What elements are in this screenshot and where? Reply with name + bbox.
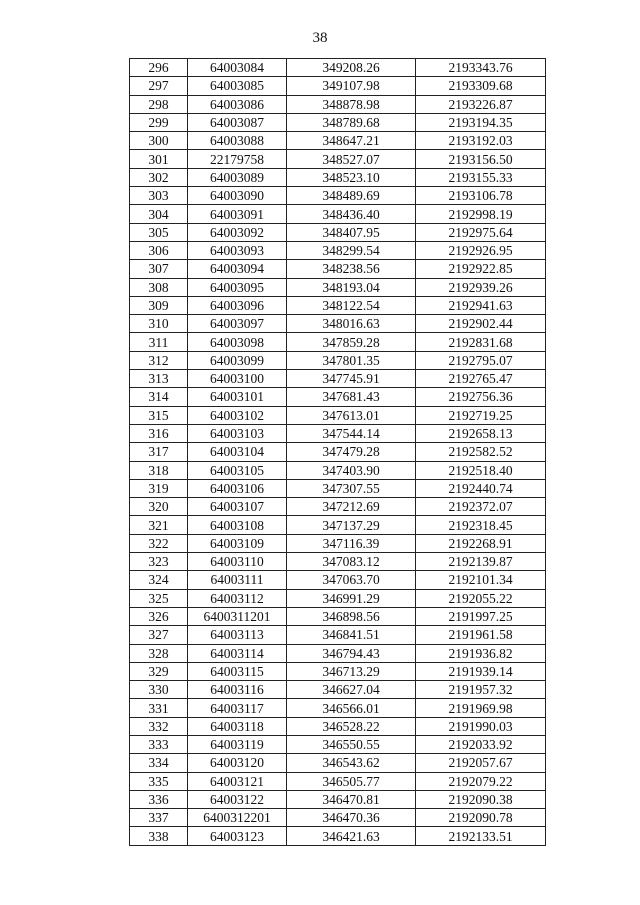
table-row: [130, 168, 546, 186]
row-number-cell: 299: [130, 113, 188, 131]
row-number-cell: 306: [130, 241, 188, 259]
x-coordinate-cell: 346505.77: [287, 772, 416, 790]
point-id-cell: 64003103: [188, 424, 287, 442]
point-id-cell: 64003088: [188, 132, 287, 150]
y-coordinate-cell: 2192139.87: [416, 553, 546, 571]
table-row: [130, 296, 546, 314]
table-row: [130, 607, 546, 625]
table-row: [130, 424, 546, 442]
row-number-cell: 301: [130, 150, 188, 168]
point-id-cell: 64003110: [188, 553, 287, 571]
y-coordinate-cell: 2191990.03: [416, 717, 546, 735]
table-row: [130, 626, 546, 644]
x-coordinate-cell: 346566.01: [287, 699, 416, 717]
point-id-cell: 64003109: [188, 534, 287, 552]
point-id-cell: 64003116: [188, 681, 287, 699]
row-number-cell: 303: [130, 187, 188, 205]
y-coordinate-cell: 2192318.45: [416, 516, 546, 534]
row-number-cell: 316: [130, 424, 188, 442]
y-coordinate-cell: 2192055.22: [416, 589, 546, 607]
point-id-cell: 64003104: [188, 443, 287, 461]
point-id-cell: 64003122: [188, 790, 287, 808]
point-id-cell: 64003108: [188, 516, 287, 534]
point-id-cell: 64003121: [188, 772, 287, 790]
table-row: [130, 443, 546, 461]
point-id-cell: 64003099: [188, 351, 287, 369]
row-number-cell: 296: [130, 59, 188, 77]
row-number-cell: 315: [130, 406, 188, 424]
point-id-cell: 6400312201: [188, 809, 287, 827]
coordinates-table-body: [130, 59, 546, 846]
row-number-cell: 298: [130, 95, 188, 113]
point-id-cell: 64003087: [188, 113, 287, 131]
y-coordinate-cell: 2191969.98: [416, 699, 546, 717]
x-coordinate-cell: 346528.22: [287, 717, 416, 735]
y-coordinate-cell: 2192765.47: [416, 370, 546, 388]
x-coordinate-cell: 348407.95: [287, 223, 416, 241]
point-id-cell: 64003091: [188, 205, 287, 223]
x-coordinate-cell: 346421.63: [287, 827, 416, 845]
table-row: [130, 260, 546, 278]
x-coordinate-cell: 347544.14: [287, 424, 416, 442]
table-row: [130, 333, 546, 351]
point-id-cell: 64003098: [188, 333, 287, 351]
x-coordinate-cell: 347801.35: [287, 351, 416, 369]
table-row: [130, 516, 546, 534]
y-coordinate-cell: 2193343.76: [416, 59, 546, 77]
x-coordinate-cell: 346470.81: [287, 790, 416, 808]
point-id-cell: 64003093: [188, 241, 287, 259]
y-coordinate-cell: 2193309.68: [416, 77, 546, 95]
x-coordinate-cell: 348647.21: [287, 132, 416, 150]
y-coordinate-cell: 2192057.67: [416, 754, 546, 772]
x-coordinate-cell: 347307.55: [287, 479, 416, 497]
y-coordinate-cell: 2192090.78: [416, 809, 546, 827]
table-row: [130, 95, 546, 113]
x-coordinate-cell: 347116.39: [287, 534, 416, 552]
row-number-cell: 338: [130, 827, 188, 845]
row-number-cell: 334: [130, 754, 188, 772]
point-id-cell: 64003115: [188, 662, 287, 680]
y-coordinate-cell: 2193192.03: [416, 132, 546, 150]
y-coordinate-cell: 2192939.26: [416, 278, 546, 296]
table-row: [130, 754, 546, 772]
x-coordinate-cell: 348016.63: [287, 315, 416, 333]
point-id-cell: 64003113: [188, 626, 287, 644]
y-coordinate-cell: 2192372.07: [416, 498, 546, 516]
row-number-cell: 312: [130, 351, 188, 369]
x-coordinate-cell: 347403.90: [287, 461, 416, 479]
y-coordinate-cell: 2191961.58: [416, 626, 546, 644]
page-number: 38: [312, 30, 328, 46]
row-number-cell: 310: [130, 315, 188, 333]
y-coordinate-cell: 2191939.14: [416, 662, 546, 680]
y-coordinate-cell: 2192998.19: [416, 205, 546, 223]
y-coordinate-cell: 2192795.07: [416, 351, 546, 369]
table-row: [130, 534, 546, 552]
table-row: [130, 388, 546, 406]
x-coordinate-cell: 347859.28: [287, 333, 416, 351]
point-id-cell: 64003114: [188, 644, 287, 662]
point-id-cell: 64003117: [188, 699, 287, 717]
row-number-cell: 330: [130, 681, 188, 699]
x-coordinate-cell: 346470.36: [287, 809, 416, 827]
x-coordinate-cell: 346794.43: [287, 644, 416, 662]
table-row: [130, 205, 546, 223]
point-id-cell: 64003090: [188, 187, 287, 205]
y-coordinate-cell: 2192079.22: [416, 772, 546, 790]
point-id-cell: 64003119: [188, 735, 287, 753]
point-id-cell: 64003085: [188, 77, 287, 95]
y-coordinate-cell: 2192975.64: [416, 223, 546, 241]
y-coordinate-cell: 2192756.36: [416, 388, 546, 406]
table-row: [130, 498, 546, 516]
table-row: [130, 150, 546, 168]
table-row: [130, 772, 546, 790]
row-number-cell: 332: [130, 717, 188, 735]
y-coordinate-cell: 2193106.78: [416, 187, 546, 205]
y-coordinate-cell: 2192268.91: [416, 534, 546, 552]
row-number-cell: 318: [130, 461, 188, 479]
x-coordinate-cell: 347063.70: [287, 571, 416, 589]
point-id-cell: 64003102: [188, 406, 287, 424]
row-number-cell: 328: [130, 644, 188, 662]
y-coordinate-cell: 2192033.92: [416, 735, 546, 753]
point-id-cell: 64003105: [188, 461, 287, 479]
table-row: [130, 790, 546, 808]
row-number-cell: 320: [130, 498, 188, 516]
x-coordinate-cell: 348436.40: [287, 205, 416, 223]
row-number-cell: 314: [130, 388, 188, 406]
table-row: [130, 406, 546, 424]
row-number-cell: 297: [130, 77, 188, 95]
row-number-cell: 327: [130, 626, 188, 644]
table-row: [130, 699, 546, 717]
x-coordinate-cell: 349208.26: [287, 59, 416, 77]
y-coordinate-cell: 2192440.74: [416, 479, 546, 497]
x-coordinate-cell: 348789.68: [287, 113, 416, 131]
x-coordinate-cell: 348238.56: [287, 260, 416, 278]
row-number-cell: 305: [130, 223, 188, 241]
table-row: [130, 681, 546, 699]
point-id-cell: 64003097: [188, 315, 287, 333]
x-coordinate-cell: 346898.56: [287, 607, 416, 625]
point-id-cell: 64003118: [188, 717, 287, 735]
x-coordinate-cell: 346841.51: [287, 626, 416, 644]
y-coordinate-cell: 2192518.40: [416, 461, 546, 479]
row-number-cell: 335: [130, 772, 188, 790]
table-row: [130, 315, 546, 333]
row-number-cell: 304: [130, 205, 188, 223]
x-coordinate-cell: 348523.10: [287, 168, 416, 186]
y-coordinate-cell: 2193156.50: [416, 150, 546, 168]
row-number-cell: 308: [130, 278, 188, 296]
y-coordinate-cell: 2192101.34: [416, 571, 546, 589]
y-coordinate-cell: 2193155.33: [416, 168, 546, 186]
point-id-cell: 64003094: [188, 260, 287, 278]
table-row: [130, 370, 546, 388]
x-coordinate-cell: 346543.62: [287, 754, 416, 772]
table-row: [130, 809, 546, 827]
x-coordinate-cell: 347613.01: [287, 406, 416, 424]
row-number-cell: 307: [130, 260, 188, 278]
table-row: [130, 77, 546, 95]
row-number-cell: 337: [130, 809, 188, 827]
point-id-cell: 64003101: [188, 388, 287, 406]
row-number-cell: 325: [130, 589, 188, 607]
y-coordinate-cell: 2193194.35: [416, 113, 546, 131]
y-coordinate-cell: 2192090.38: [416, 790, 546, 808]
point-id-cell: 64003106: [188, 479, 287, 497]
table-row: [130, 717, 546, 735]
table-row: [130, 553, 546, 571]
table-row: [130, 241, 546, 259]
table-row: [130, 571, 546, 589]
y-coordinate-cell: 2191997.25: [416, 607, 546, 625]
y-coordinate-cell: 2192941.63: [416, 296, 546, 314]
table-row: [130, 827, 546, 845]
row-number-cell: 317: [130, 443, 188, 461]
y-coordinate-cell: 2192831.68: [416, 333, 546, 351]
y-coordinate-cell: 2193226.87: [416, 95, 546, 113]
x-coordinate-cell: 347681.43: [287, 388, 416, 406]
coordinates-table: [129, 58, 546, 846]
y-coordinate-cell: 2192719.25: [416, 406, 546, 424]
table-row: [130, 662, 546, 680]
table-row: [130, 589, 546, 607]
row-number-cell: 324: [130, 571, 188, 589]
x-coordinate-cell: 346713.29: [287, 662, 416, 680]
point-id-cell: 64003084: [188, 59, 287, 77]
row-number-cell: 302: [130, 168, 188, 186]
row-number-cell: 309: [130, 296, 188, 314]
x-coordinate-cell: 348299.54: [287, 241, 416, 259]
row-number-cell: 300: [130, 132, 188, 150]
table-row: [130, 132, 546, 150]
y-coordinate-cell: 2192582.52: [416, 443, 546, 461]
x-coordinate-cell: 347137.29: [287, 516, 416, 534]
table-row: [130, 351, 546, 369]
x-coordinate-cell: 346550.55: [287, 735, 416, 753]
row-number-cell: 336: [130, 790, 188, 808]
y-coordinate-cell: 2191936.82: [416, 644, 546, 662]
x-coordinate-cell: 347212.69: [287, 498, 416, 516]
table-row: [130, 461, 546, 479]
row-number-cell: 331: [130, 699, 188, 717]
point-id-cell: 64003089: [188, 168, 287, 186]
point-id-cell: 64003100: [188, 370, 287, 388]
row-number-cell: 321: [130, 516, 188, 534]
point-id-cell: 64003092: [188, 223, 287, 241]
y-coordinate-cell: 2192133.51: [416, 827, 546, 845]
row-number-cell: 329: [130, 662, 188, 680]
point-id-cell: 6400311201: [188, 607, 287, 625]
x-coordinate-cell: 347745.91: [287, 370, 416, 388]
row-number-cell: 333: [130, 735, 188, 753]
x-coordinate-cell: 348489.69: [287, 187, 416, 205]
point-id-cell: 64003123: [188, 827, 287, 845]
row-number-cell: 311: [130, 333, 188, 351]
y-coordinate-cell: 2192926.95: [416, 241, 546, 259]
row-number-cell: 313: [130, 370, 188, 388]
x-coordinate-cell: 348527.07: [287, 150, 416, 168]
table-row: [130, 187, 546, 205]
point-id-cell: 22179758: [188, 150, 287, 168]
table-row: [130, 644, 546, 662]
point-id-cell: 64003120: [188, 754, 287, 772]
x-coordinate-cell: 348122.54: [287, 296, 416, 314]
table-row: [130, 278, 546, 296]
x-coordinate-cell: 346627.04: [287, 681, 416, 699]
row-number-cell: 326: [130, 607, 188, 625]
point-id-cell: 64003112: [188, 589, 287, 607]
table-row: [130, 113, 546, 131]
y-coordinate-cell: 2191957.32: [416, 681, 546, 699]
x-coordinate-cell: 347083.12: [287, 553, 416, 571]
y-coordinate-cell: 2192658.13: [416, 424, 546, 442]
x-coordinate-cell: 348878.98: [287, 95, 416, 113]
x-coordinate-cell: 347479.28: [287, 443, 416, 461]
row-number-cell: 323: [130, 553, 188, 571]
point-id-cell: 64003095: [188, 278, 287, 296]
point-id-cell: 64003096: [188, 296, 287, 314]
table-row: [130, 735, 546, 753]
x-coordinate-cell: 346991.29: [287, 589, 416, 607]
row-number-cell: 319: [130, 479, 188, 497]
point-id-cell: 64003107: [188, 498, 287, 516]
x-coordinate-cell: 349107.98: [287, 77, 416, 95]
point-id-cell: 64003111: [188, 571, 287, 589]
table-row: [130, 479, 546, 497]
y-coordinate-cell: 2192922.85: [416, 260, 546, 278]
row-number-cell: 322: [130, 534, 188, 552]
y-coordinate-cell: 2192902.44: [416, 315, 546, 333]
table-row: [130, 223, 546, 241]
table-row: [130, 59, 546, 77]
point-id-cell: 64003086: [188, 95, 287, 113]
x-coordinate-cell: 348193.04: [287, 278, 416, 296]
